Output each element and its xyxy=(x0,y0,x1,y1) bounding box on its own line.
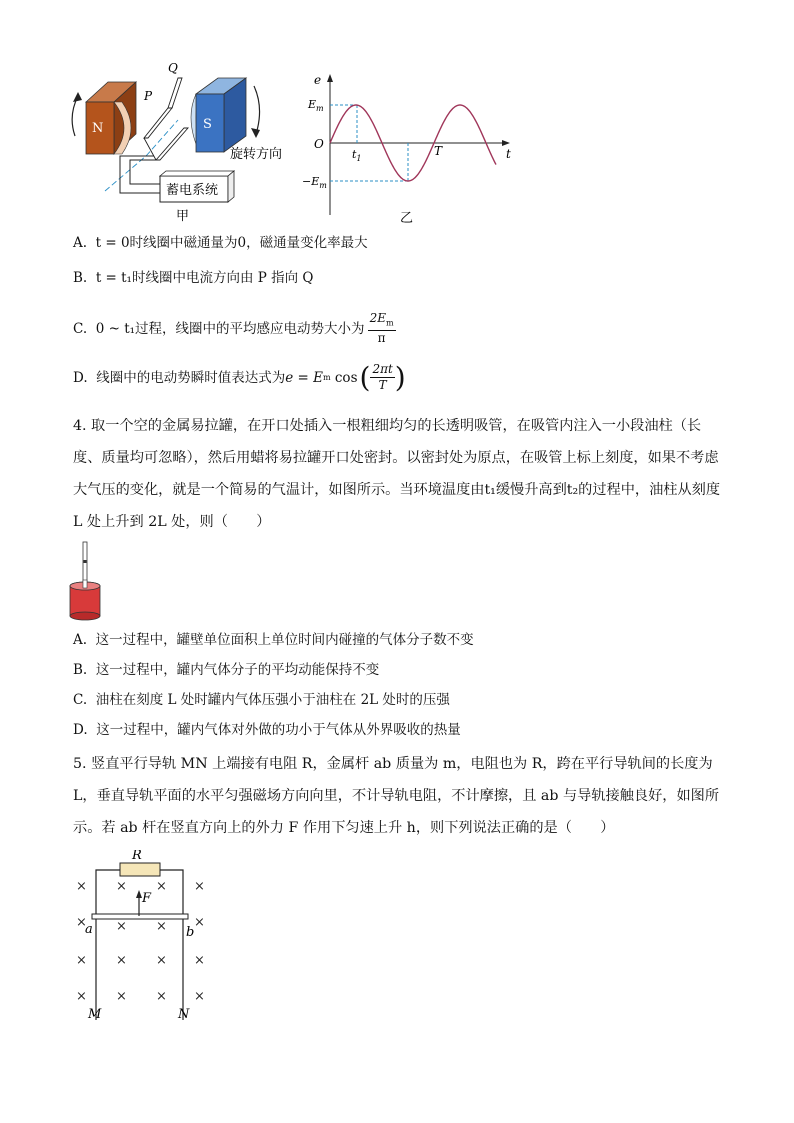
svg-text:×: × xyxy=(76,879,87,894)
q3-option-b: B. t = t₁时线圈中电流方向由 P 指向 Q xyxy=(73,270,314,286)
svg-text:×: × xyxy=(194,879,205,894)
svg-text:×: × xyxy=(116,953,127,968)
fraction-2pit-over-t: 2πt T xyxy=(372,362,393,392)
label-n-rail: N xyxy=(178,1007,190,1022)
svg-text:×: × xyxy=(76,989,87,1004)
caption-yi: 乙 xyxy=(400,211,414,226)
svg-text:×: × xyxy=(76,915,87,930)
rotation-arrow-right-icon xyxy=(254,86,260,134)
thermometer-can-figure xyxy=(66,540,106,622)
force-label: F xyxy=(142,891,152,906)
svg-text:×: × xyxy=(194,953,205,968)
can xyxy=(70,586,100,616)
t1-label: $t_1$ xyxy=(352,148,362,163)
origin-label: O xyxy=(314,137,324,151)
svg-text:×: × xyxy=(156,953,167,968)
svg-text:×: × xyxy=(156,989,167,1004)
svg-text:×: × xyxy=(194,989,205,1004)
q4-option-b: B. 这一过程中，罐内气体分子的平均动能保持不变 xyxy=(73,662,380,678)
caption-jia: 甲 xyxy=(176,209,190,224)
svg-text:×: × xyxy=(116,919,127,934)
rotation-label: 旋转方向 xyxy=(230,147,283,162)
rail-circuit-figure xyxy=(70,850,220,1022)
label-q: Q xyxy=(168,61,178,75)
q4-option-d: D. 这一过程中，罐内气体对外做的功小于气体从外界吸收的热量 xyxy=(73,722,461,738)
rod-ab xyxy=(92,914,188,919)
em-label: $E_m$ xyxy=(308,98,324,113)
neg-em-label: $-E_m$ xyxy=(302,175,327,190)
q3-option-c: C. 0 ~ t₁过程，线圈中的平均感应电动势大小为 $2E_m$ π xyxy=(73,311,394,346)
q5-stem: 5. 竖直平行导轨 MN 上端接有电阻 R，金属杆 ab 质量为 m，电阻也为 R，跨在平行导轨间的长度为 L，垂直导轨平面的水平匀强磁场方向向里，不计导轨电阻，不计摩擦，且 ab 与导轨接触良好，如图所示。若 ab 杆在竖直方向上的外力 F 作用下匀速上升 h，则下列说法正确的是（ ） xyxy=(73,756,720,836)
svg-text:×: × xyxy=(156,879,167,894)
svg-text:×: × xyxy=(116,989,127,1004)
figure-jia xyxy=(60,56,300,226)
label-n: N xyxy=(92,121,104,136)
q4-stem: 4. 取一个空的金属易拉罐，在开口处插入一根粗细均匀的长透明吸管，在吸管内注入一小段油柱（长度、质量均可忽略），然后用蜡将易拉罐开口处密封。以密封处为原点，在吸管上标上刻度，如果不考虑大气压的变化，就是一个简易的气温计，如图所示。当环境温度由t₁缓慢升高到t₂的过程中，油柱从刻度 L 处上升到 2L 处，则（ ） xyxy=(73,418,721,530)
resistor-label: R xyxy=(132,850,142,863)
svg-text:×: × xyxy=(194,915,205,930)
label-p: P xyxy=(144,89,153,103)
q4-option-a: A. 这一过程中，罐壁单位面积上单位时间内碰撞的气体分子数不变 xyxy=(73,632,474,648)
svg-text:×: × xyxy=(116,879,127,894)
period-label: T xyxy=(434,144,443,158)
figure-yi xyxy=(300,70,530,228)
q3-option-d: D. 线圈中的电动势瞬时值表达式为 e = E m cos ( 2πt T ) xyxy=(73,360,406,394)
battery-label: 蓄电系统 xyxy=(166,183,219,198)
q4-option-c: C. 油柱在刻度 L 处时罐内气体压强小于油柱在 2L 处时的压强 xyxy=(73,692,450,708)
label-b: b xyxy=(186,925,195,940)
fraction-2em-over-pi: $2E_m$ π xyxy=(369,311,394,346)
svg-text:×: × xyxy=(156,919,167,934)
svg-text:×: × xyxy=(76,953,87,968)
resistor xyxy=(120,863,160,876)
label-m: M xyxy=(88,1007,102,1022)
q3-option-a: A. t = 0时线圈中磁通量为0，磁通量变化率最大 xyxy=(73,235,368,251)
label-s: S xyxy=(203,117,212,132)
axis-e-label: e xyxy=(314,73,322,87)
label-a: a xyxy=(85,922,93,937)
axis-t-label: t xyxy=(506,147,511,161)
